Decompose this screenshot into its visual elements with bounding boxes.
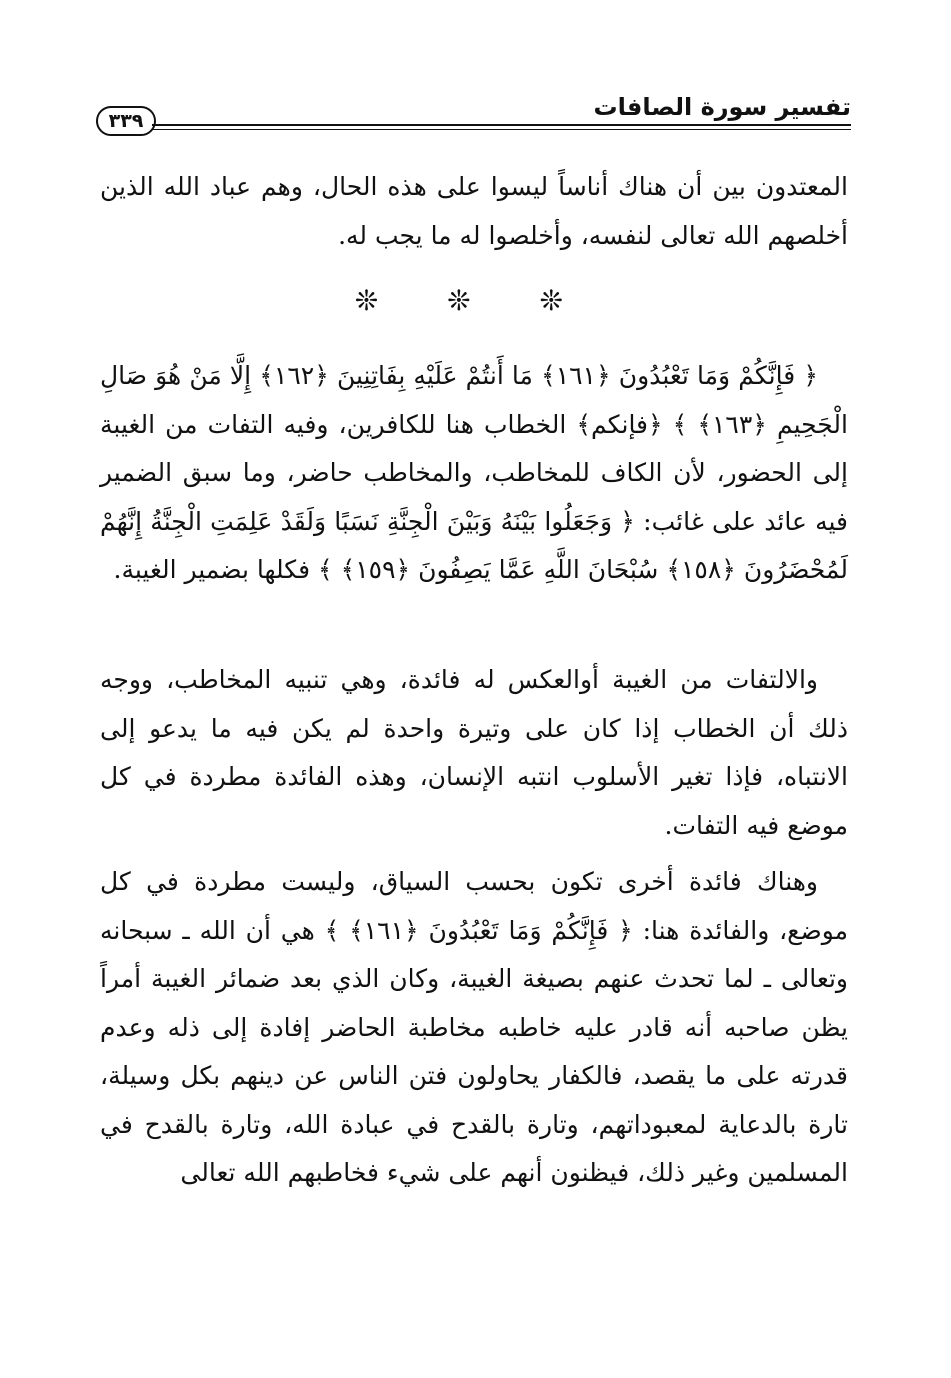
paragraph-ayah-commentary bbox=[100, 352, 848, 595]
paragraph-ayah-text: ﴿ فَإِنَّكُمْ وَمَا تَعْبُدُونَ ﴿١٦١﴾ مَا أَنتُمْ عَلَيْهِ بِفَاتِنِينَ ﴿١٦٢﴾ إِلَّا مَنْ هُوَ صَالِ الْجَحِيمِ ﴿١٦٣﴾ ﴾ ﴿فإنكم﴾ الخطاب هنا للكافرين، وفيه التفات من الغيبة إلى الحضور، لأن الكاف للمخاطب، والمخاطب حاضر، وما سبق الضمير فيه عائد على غائب: ﴿ وَجَعَلُوا بَيْنَهُ وَبَيْنَ الْجِنَّةِ نَسَبًا وَلَقَدْ عَلِمَتِ الْجِنَّةُ إِنَّهُمْ لَمُحْضَرُونَ ﴿١٥٨﴾ سُبْحَانَ اللَّهِ عَمَّا يَصِفُونَ ﴿١٥٩﴾ ﴾ فكلها بضمير الغيبة. bbox=[100, 361, 848, 584]
paragraph-intro: المعتدون بين أن هناك أناساً ليسوا على هذه الحال، وهم عباد الله الذين أخلصهم الله تعالى لنفسه، وأخلصوا له ما يجب له. bbox=[100, 172, 848, 250]
paragraph-iltifat-text: والالتفات من الغيبة أوالعكس له فائدة، وهي تنبيه المخاطب، ووجه ذلك أن الخطاب إذا كان على وتيرة واحدة لم يكن فيه ما يدعو إلى الانتباه، فإذا تغير الأسلوب انتبه الإنسان، وهذه الفائدة مطردة في كل موضع فيه التفات. bbox=[100, 665, 848, 840]
section-divider: ❊ ❊ ❊ bbox=[354, 284, 594, 317]
header-rule bbox=[152, 124, 851, 126]
chapter-title: تفسير سورة الصافات bbox=[593, 93, 851, 121]
paragraph-benefit-text: وهناك فائدة أخرى تكون بحسب السياق، وليست مطردة في كل موضع، والفائدة هنا: ﴿ فَإِنَّكُمْ وَمَا تَعْبُدُونَ ﴿١٦١﴾ ﴾ هي أن الله ـ سبحانه وتعالى ـ لما تحدث عنهم بصيغة الغيبة، وكان الذي بعد ضمائر الغيبة أمراً يظن صاحبه أنه قادر عليه خاطبه مخاطبة الحاضر إفادة إلى ذله وعدم قدرته على ما يقصد، فالكفار يحاولون فتن الناس عن دينهم بكل وسيلة، تارة بالدعاية لمعبوداتهم، وتارة بالقدح في عبادة الله، وتارة بالقدح في المسلمين وغير ذلك، فيظنون أنهم على شيء فخاطبهم الله تعالى bbox=[100, 867, 848, 1187]
paragraph-benefit bbox=[100, 858, 848, 1198]
paragraph-iltifat bbox=[100, 656, 848, 850]
header-rule-thin bbox=[152, 129, 851, 130]
page-header bbox=[96, 92, 851, 136]
page-number: ٣٣٩ bbox=[96, 106, 156, 136]
